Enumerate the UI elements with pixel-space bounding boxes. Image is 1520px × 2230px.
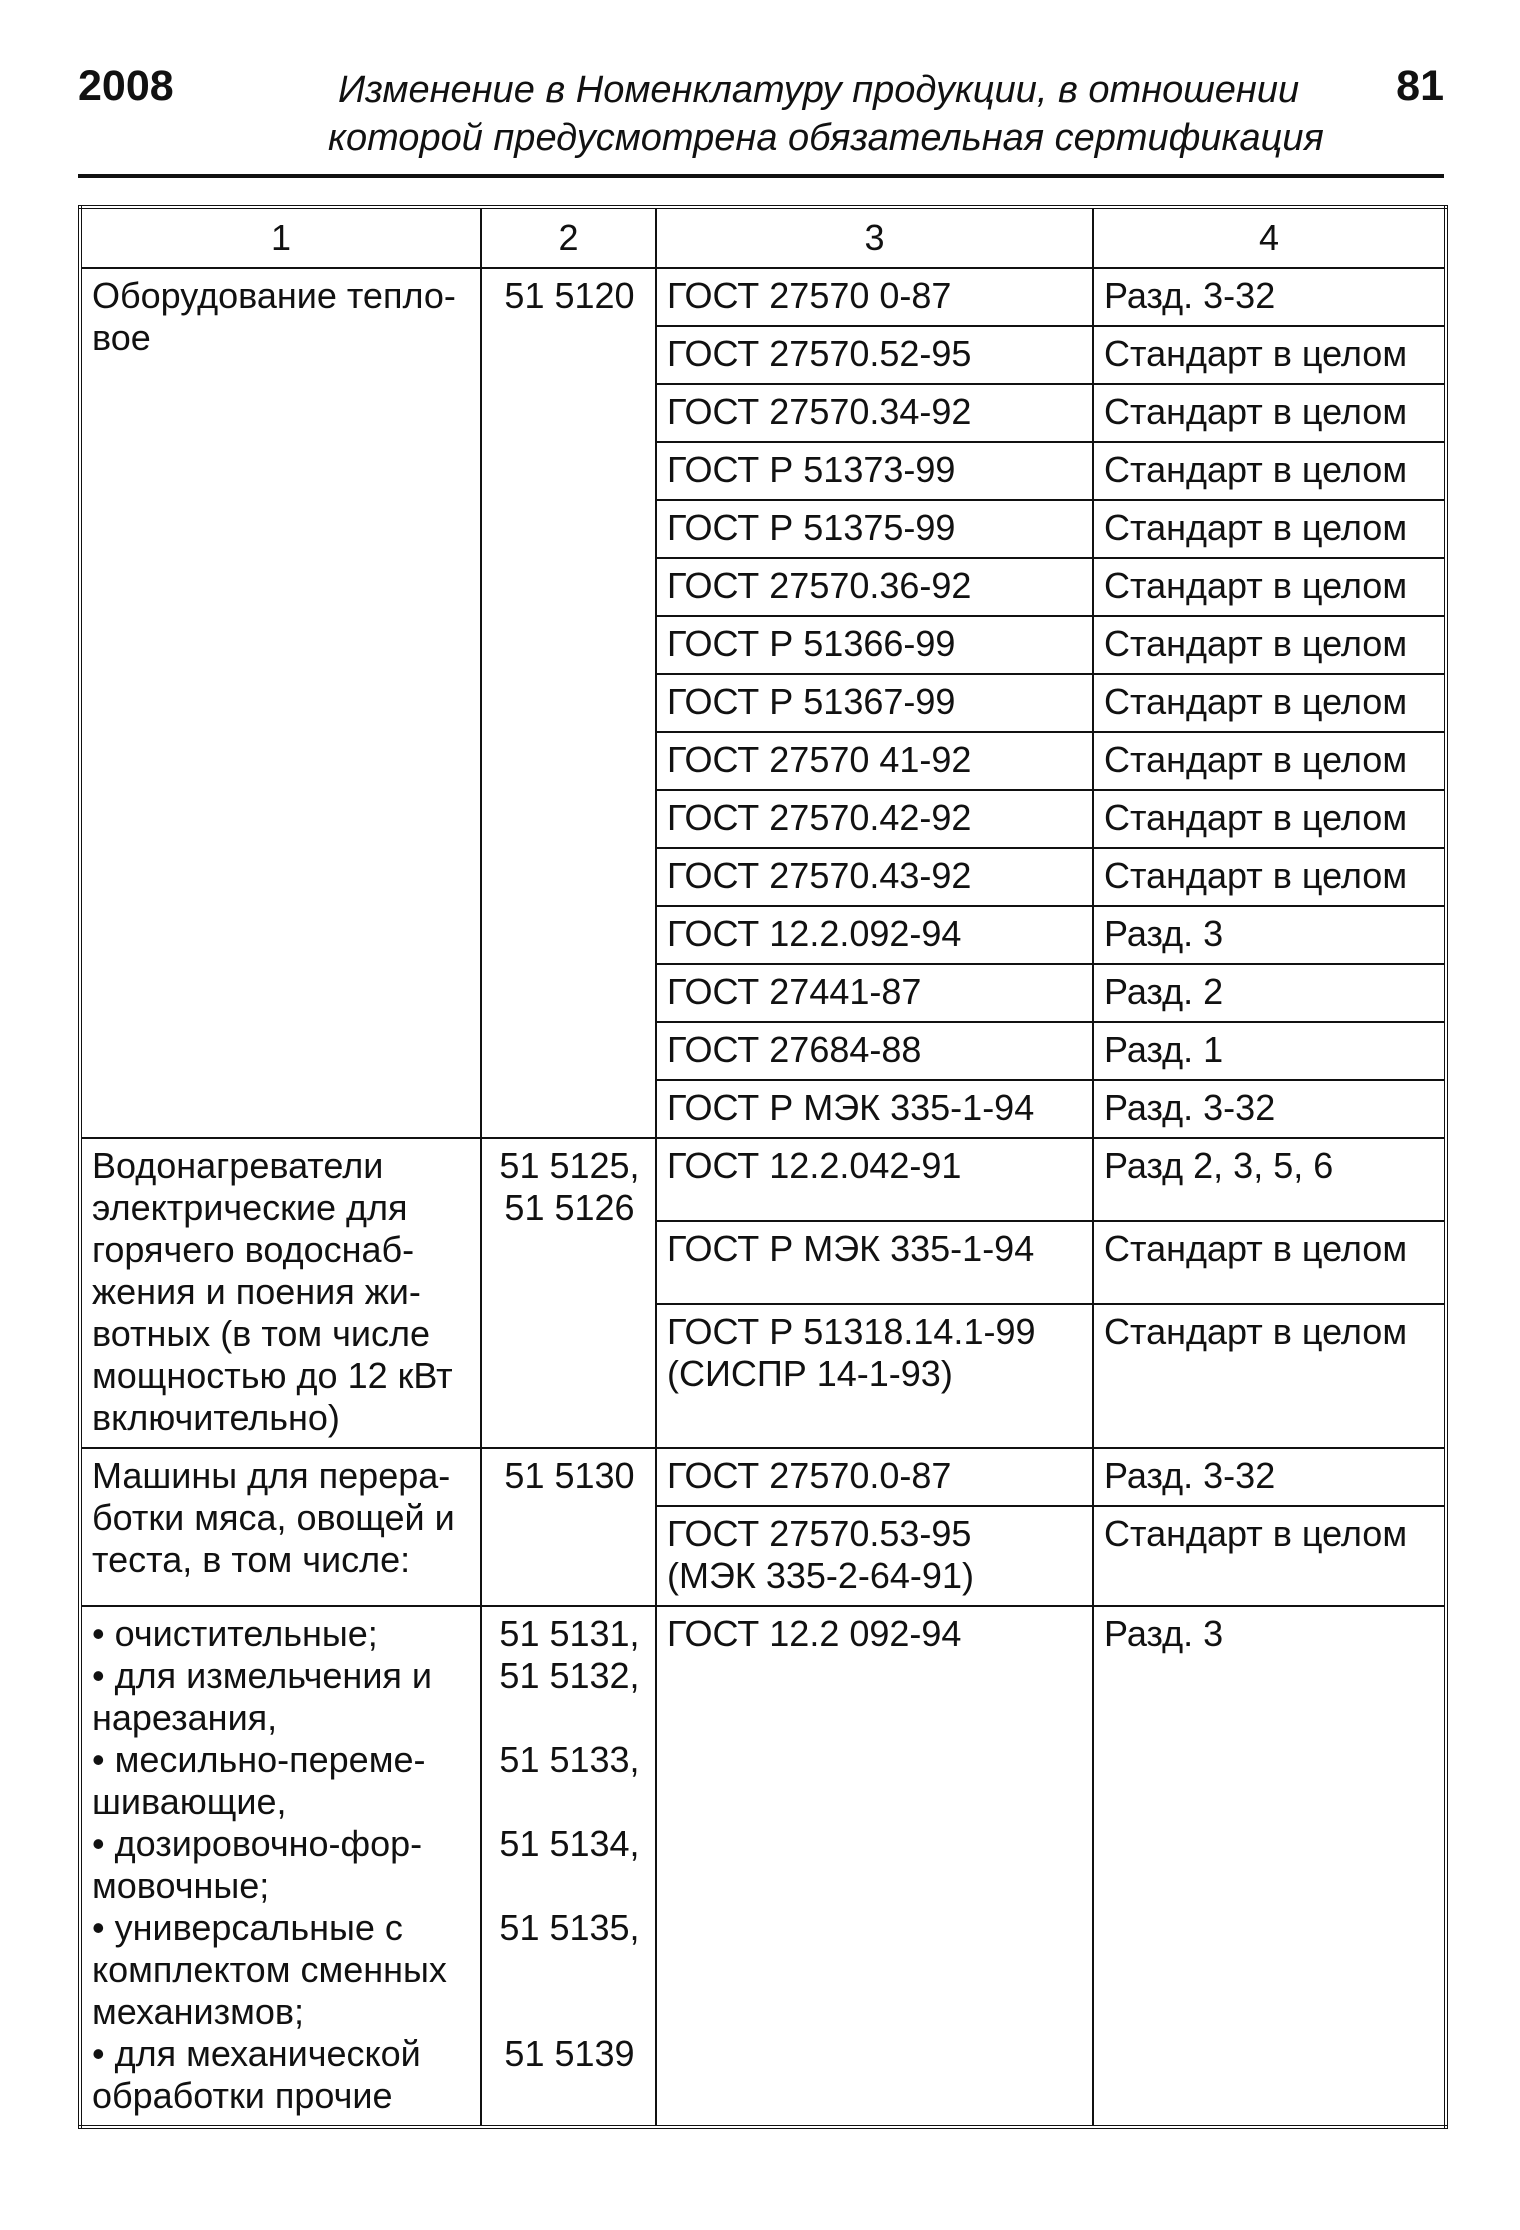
scope-cell — [1093, 558, 1446, 616]
scope-cell — [1093, 616, 1446, 674]
scope-cell — [1093, 1304, 1446, 1448]
product-name-cell — [80, 1606, 481, 2127]
standard-name: ГОСТ Р 51373-99 — [667, 449, 956, 490]
column-header: 3 — [656, 207, 1093, 268]
scope-cell — [1093, 732, 1446, 790]
standard-name: ГОСТ Р 51367-99 — [667, 681, 956, 722]
standard-scope: Стандарт в целом — [1104, 1228, 1408, 1270]
column-header: 2 — [481, 207, 656, 268]
standard-cell — [656, 558, 1093, 616]
standard-scope: Разд. 3 — [1104, 1613, 1224, 1654]
standard-scope: Стандарт в целом — [1104, 507, 1408, 548]
product-name: теста, в том числе: — [92, 1539, 411, 1580]
standard-cell — [656, 964, 1093, 1022]
standard-name: ГОСТ 27570 41-92 — [667, 739, 972, 780]
standard-cell — [656, 848, 1093, 906]
product-code: 51 5130 — [504, 1455, 635, 1496]
standard-scope: Стандарт в целом — [1104, 449, 1408, 490]
product-code: 51 5125, — [499, 1145, 640, 1186]
standard-name: ГОСТ 27570.0-87 — [667, 1455, 952, 1496]
subtype-item: мовочные; — [92, 1865, 270, 1906]
column-header: 4 — [1093, 207, 1446, 268]
standard-name: (МЭК 335-2-64-91) — [667, 1555, 974, 1596]
standard-name: ГОСТ 12.2.042-91 — [667, 1145, 962, 1186]
subtype-item: • для измельчения и — [92, 1655, 433, 1696]
page-title — [258, 66, 1324, 162]
standard-scope: Разд. 3-32 — [1104, 275, 1276, 316]
standard-name: ГОСТ Р 51318.14.1-99 — [667, 1311, 1036, 1353]
standard-scope: Разд. 3-32 — [1104, 1455, 1276, 1496]
column-header: 1 — [80, 207, 481, 268]
product-name: вое — [92, 317, 151, 358]
product-name: вотных (в том числе — [92, 1313, 431, 1354]
standard-scope: Стандарт в целом — [1104, 623, 1408, 664]
subtype-item: • универсальные с — [92, 1907, 403, 1948]
standard-cell — [656, 1080, 1093, 1138]
scope-cell — [1093, 1221, 1446, 1304]
standard-scope: Стандарт в целом — [1104, 681, 1408, 722]
standard-scope: Стандарт в целом — [1104, 565, 1408, 606]
product-name: мощностью до 12 кВт — [92, 1355, 453, 1396]
subtype-code: 51 5131, — [499, 1613, 640, 1654]
standard-scope: Стандарт в целом — [1104, 1513, 1408, 1554]
product-code-cell — [481, 1138, 656, 1448]
subtype-item: • для механической — [92, 2033, 421, 2074]
standard-cell — [656, 1022, 1093, 1080]
subtype-code: 51 5139 — [504, 2033, 635, 2074]
subtype-item: • очистительные; — [92, 1613, 378, 1654]
standard-scope: Разд. 3 — [1104, 913, 1224, 954]
product-name: горячего водоснаб- — [92, 1229, 415, 1270]
product-name-cell — [80, 1448, 481, 1606]
standard-name: ГОСТ Р 51375-99 — [667, 507, 956, 548]
standard-scope: Разд 2, 3, 5, 6 — [1104, 1145, 1334, 1186]
product-code-cell — [481, 1448, 656, 1606]
subtype-item: механизмов; — [92, 1991, 304, 2032]
standard-cell — [656, 1221, 1093, 1304]
standard-name: ГОСТ 12.2.092-94 — [667, 913, 962, 954]
scope-cell — [1093, 1080, 1446, 1138]
subtype-code: 51 5132, — [499, 1655, 640, 1696]
standard-cell — [656, 326, 1093, 384]
table-row — [80, 268, 1446, 326]
standard-cell — [656, 906, 1093, 964]
subtype-code: 51 5135, — [499, 1907, 640, 1948]
standard-name: (СИСПР 14-1-93) — [667, 1353, 953, 1395]
scope-cell — [1093, 1606, 1446, 2127]
table-row — [80, 1448, 1446, 1506]
standard-cell — [656, 384, 1093, 442]
subtype-code: 51 5133, — [499, 1739, 640, 1780]
standard-name: ГОСТ 27441-87 — [667, 971, 922, 1012]
page-header — [78, 62, 1444, 182]
product-name-cell — [80, 1138, 481, 1448]
standard-name: ГОСТ 27570.53-95 — [667, 1513, 972, 1554]
standard-cell — [656, 500, 1093, 558]
standard-scope: Стандарт в целом — [1104, 855, 1408, 896]
product-name: Водонагреватели — [92, 1145, 384, 1186]
subtype-item: • месильно-переме- — [92, 1739, 426, 1780]
scope-cell — [1093, 906, 1446, 964]
product-name: Машины для перера- — [92, 1455, 451, 1496]
table-row — [80, 1138, 1446, 1221]
table-body — [80, 268, 1446, 2127]
standard-name: ГОСТ 27570.52-95 — [667, 333, 972, 374]
header-divider — [78, 174, 1444, 178]
subtype-code: 51 5134, — [499, 1823, 640, 1864]
standard-cell — [656, 1304, 1093, 1448]
scope-cell — [1093, 848, 1446, 906]
standard-cell — [656, 1506, 1093, 1606]
subtype-item: шивающие, — [92, 1781, 287, 1822]
standard-cell — [656, 732, 1093, 790]
standard-cell — [656, 1606, 1093, 2127]
scope-cell — [1093, 1138, 1446, 1221]
title-line-2: которой предусмотрена обязательная сертификация — [328, 117, 1324, 159]
standard-cell — [656, 442, 1093, 500]
table-header-row — [80, 207, 1446, 268]
scope-cell — [1093, 500, 1446, 558]
product-code-cell — [481, 268, 656, 1138]
standard-cell — [656, 616, 1093, 674]
subtype-item: нарезания, — [92, 1697, 278, 1738]
standard-scope: Стандарт в целом — [1104, 333, 1408, 374]
standard-name: ГОСТ Р МЭК 335-1-94 — [667, 1228, 1035, 1270]
standard-cell — [656, 674, 1093, 732]
standard-cell — [656, 1448, 1093, 1506]
scope-cell — [1093, 1448, 1446, 1506]
product-name: ботки мяса, овощей и — [92, 1497, 455, 1538]
standard-name: ГОСТ 27570.36-92 — [667, 565, 972, 606]
standard-cell — [656, 268, 1093, 326]
subtype-item: комплектом сменных — [92, 1949, 447, 1990]
scope-cell — [1093, 964, 1446, 1022]
product-code: 51 5126 — [504, 1187, 635, 1228]
standard-scope: Стандарт в целом — [1104, 391, 1408, 432]
product-name: включительно) — [92, 1397, 340, 1438]
subtype-item: обработки прочие — [92, 2075, 393, 2116]
table-row — [80, 1606, 1446, 2127]
standard-cell — [656, 1138, 1093, 1221]
scope-cell — [1093, 384, 1446, 442]
product-code: 51 5120 — [504, 275, 635, 316]
scope-cell — [1093, 790, 1446, 848]
scope-cell — [1093, 674, 1446, 732]
standard-scope: Разд. 2 — [1104, 971, 1224, 1012]
scope-cell — [1093, 1022, 1446, 1080]
scope-cell — [1093, 326, 1446, 384]
standard-name: ГОСТ 27570.43-92 — [667, 855, 972, 896]
standard-scope: Стандарт в целом — [1104, 739, 1408, 780]
standard-name: ГОСТ 27684-88 — [667, 1029, 922, 1070]
product-name: электрические для — [92, 1187, 408, 1228]
product-code-cell — [481, 1606, 656, 2127]
product-name-cell — [80, 268, 481, 1138]
standard-name: ГОСТ 12.2 092-94 — [667, 1613, 962, 1654]
standard-scope: Разд. 1 — [1104, 1029, 1224, 1070]
scope-cell — [1093, 1506, 1446, 1606]
certification-table — [78, 205, 1448, 2129]
standard-scope: Стандарт в целом — [1104, 1311, 1408, 1353]
year-label: 2008 — [78, 62, 174, 110]
standard-name: ГОСТ 27570.34-92 — [667, 391, 972, 432]
title-line-1: Изменение в Номенклатуру продукции, в отношении — [338, 69, 1300, 111]
standard-name: ГОСТ 27570 0-87 — [667, 275, 952, 316]
standard-name: ГОСТ Р 51366-99 — [667, 623, 956, 664]
standard-cell — [656, 790, 1093, 848]
scope-cell — [1093, 442, 1446, 500]
subtype-item: • дозировочно-фор- — [92, 1823, 423, 1864]
standard-name: ГОСТ Р МЭК 335-1-94 — [667, 1087, 1035, 1128]
scope-cell — [1093, 268, 1446, 326]
standard-name: ГОСТ 27570.42-92 — [667, 797, 972, 838]
standard-scope: Стандарт в целом — [1104, 797, 1408, 838]
product-name: Оборудование тепло- — [92, 275, 456, 316]
standard-scope: Разд. 3-32 — [1104, 1087, 1276, 1128]
page-number: 81 — [1396, 62, 1444, 110]
product-name: жения и поения жи- — [92, 1271, 421, 1312]
